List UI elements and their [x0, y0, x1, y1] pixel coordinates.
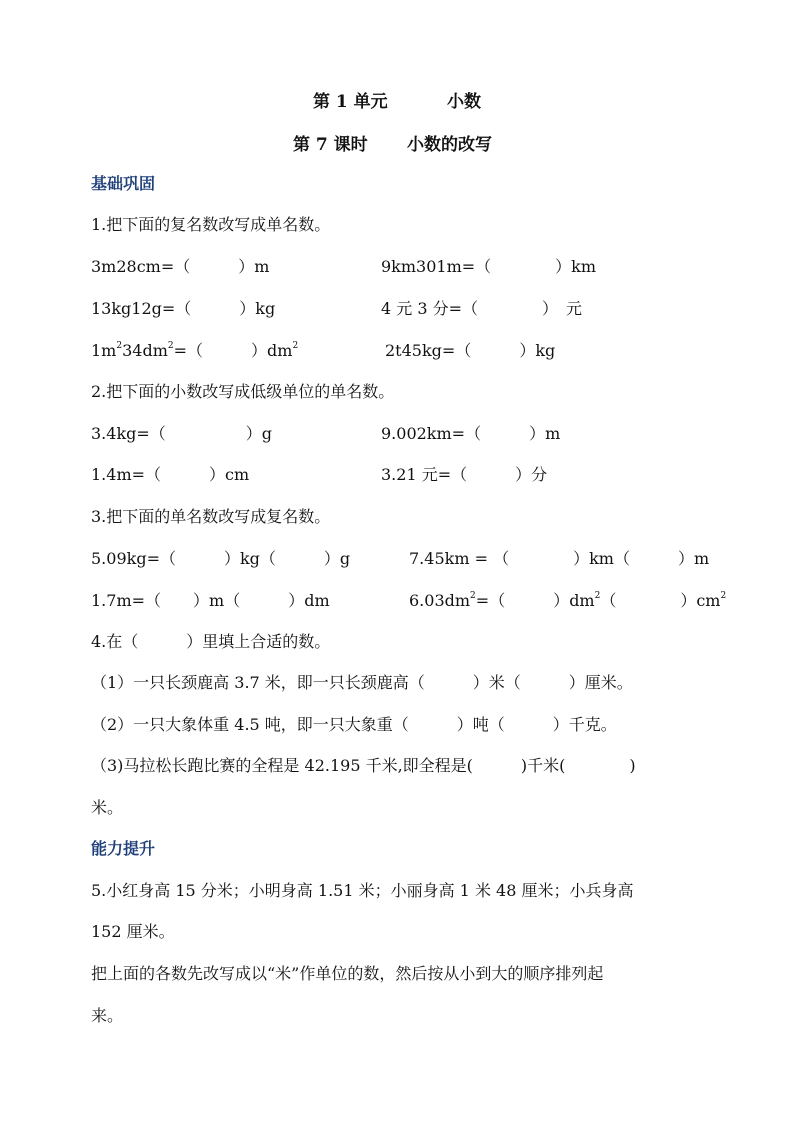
q2-item-a: 3.4kg=（ ）g: [91, 424, 273, 443]
q4-sub-3-continued: 米。: [91, 798, 124, 817]
q3-item-d: $6.03dm^2=$（ ）$dm^2$（ ）$cm^2$: [409, 591, 727, 610]
q3-item-c: 1.7m=（ ）m（ ）dm: [91, 591, 330, 610]
q2-item-d: 3.21 元=（ ）分: [381, 465, 548, 484]
q5-line-3: 把上面的各数先改写成以“米”作单位的数，然后按从小到大的顺序排列起: [91, 964, 604, 983]
q5-line-1: 5.小红身高 15 分米；小明身高 1.51 米；小丽身高 1 米 48 厘米；小兵身高: [91, 881, 634, 900]
q1-item-e: $1m^234dm^2=$（ ）$dm^2$: [91, 341, 299, 360]
lesson-topic: 小数的改写: [407, 135, 492, 155]
q1-item-a: 3m28cm=（ ）m: [91, 257, 270, 276]
q4-sub-2: （2）一只大象体重 4.5 吨，即一只大象重（ ）吨（ ）千克。: [91, 715, 617, 734]
unit-title: 第 1 单元: [313, 92, 388, 112]
question-2-title: 2.把下面的小数改写成低级单位的单名数。: [91, 382, 395, 401]
q1-item-b: 9km301m=（ ）km: [381, 257, 597, 276]
q2-item-c: 1.4m=（ ）cm: [91, 465, 250, 484]
lesson-title: 第 7 课时: [293, 135, 368, 155]
question-3-title: 3.把下面的单名数改写成复名数。: [91, 507, 331, 526]
section-basic-heading: 基础巩固: [91, 174, 156, 193]
q1-item-f: 2t45kg=（ ）kg: [385, 341, 556, 360]
q2-item-b: 9.002km=（ ）m: [381, 424, 561, 443]
q1-item-d: 4 元 3 分=（ ） 元: [381, 299, 583, 318]
q5-line-4: 来。: [91, 1006, 124, 1025]
q3-item-a: 5.09kg=（ ）kg（ ）g: [91, 549, 351, 568]
q1-item-c: 13kg12g=（ ）kg: [91, 299, 276, 318]
question-4-title: 4.在（ ）里填上合适的数。: [91, 632, 331, 651]
question-1-title: 1.把下面的复名数改写成单名数。: [91, 215, 331, 234]
q4-sub-1: （1）一只长颈鹿高 3.7 米，即一只长颈鹿高（ ）米（ ）厘米。: [91, 673, 633, 692]
section-ability-heading: 能力提升: [91, 839, 156, 858]
unit-topic: 小数: [447, 92, 481, 112]
q3-item-b: 7.45km = （ ）km（ ）m: [409, 549, 710, 568]
q4-sub-3: （3)马拉松长跑比赛的全程是 42.195 千米,即全程是( )千米( ): [91, 756, 636, 775]
q5-line-2: 152 厘米。: [91, 922, 175, 941]
